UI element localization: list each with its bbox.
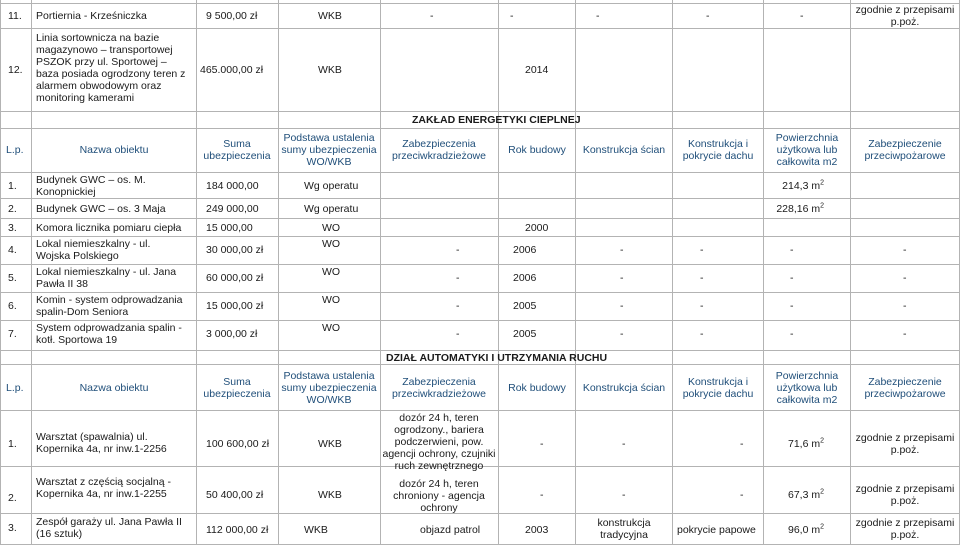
- year: 2006: [513, 244, 537, 256]
- roof: pokrycie papowe: [677, 524, 756, 536]
- theft: -: [456, 300, 460, 312]
- object-name: Linia sortownicza na bazie magazynowo – transportowej PSZOK przy ul. Sportowej – baza posiada ogrodzony teren z alarmem obwodowym oraz monitoring kamerami: [36, 32, 186, 104]
- year: -: [430, 10, 434, 22]
- year: 2006: [513, 272, 537, 284]
- insured-sum: 3 000,00 zł: [206, 328, 258, 340]
- lp: 3.: [8, 222, 17, 234]
- year: 2005: [513, 300, 537, 312]
- object-name: System odprowadzania spalin - kotł. Sportowa 19: [36, 322, 182, 346]
- insured-sum: 30 000,00 zł: [206, 244, 264, 256]
- basis: WO: [322, 322, 341, 334]
- area: 214,3 $m^2$: [782, 179, 824, 192]
- walls: konstrukcja tradycyjna: [597, 517, 651, 541]
- basis: Wg operatu: [304, 203, 359, 215]
- header-sum: Suma ubezpieczenia: [203, 376, 271, 400]
- dash-3: -: [790, 328, 794, 340]
- header-area: Powierzchnia użytkowa lub całkowita m2: [775, 132, 839, 168]
- theft: dozór 24 h, teren ogrodzony., bariera podczerwieni, pow. agencji ochrony, czujniki ruch zewnętrznego: [382, 412, 496, 472]
- dash-4: -: [903, 244, 907, 256]
- header-theft: Zabezpieczenia przeciwkradzieżowe: [392, 138, 486, 162]
- object-name: Zespół garaży ul. Jana Pawła II (16 sztuk): [36, 516, 182, 540]
- dash-2: -: [700, 300, 704, 312]
- dash-2: -: [596, 10, 600, 22]
- header-walls: Konstrukcja ścian: [582, 144, 666, 156]
- area: 228,16 $m^2$: [776, 202, 824, 215]
- basis: WO: [322, 238, 341, 250]
- year: -: [540, 489, 544, 501]
- year: 2000: [525, 222, 549, 234]
- theft: dozór 24 h, teren chroniony - agencja ochrony: [393, 478, 485, 514]
- insured-sum: 184 000,00: [206, 180, 259, 192]
- lp: 2.: [8, 492, 17, 504]
- fire-protection: zgodnie z przepisami p.poż.: [855, 432, 955, 456]
- dash-1: -: [620, 272, 624, 284]
- object-name: Lokal niemieszkalny - ul. Jana Pawła II 38: [36, 266, 177, 290]
- header-theft: Zabezpieczenia przeciwkradzieżowe: [392, 376, 486, 400]
- dash-1: -: [620, 328, 624, 340]
- header-roof: Konstrukcja i pokrycie dachu: [682, 376, 754, 400]
- walls: -: [622, 438, 626, 450]
- dash-2: -: [700, 244, 704, 256]
- theft: -: [456, 328, 460, 340]
- dash-2: -: [700, 272, 704, 284]
- area: 71,6 $m^2$: [787, 437, 824, 450]
- insured-sum: 15 000,00 zł: [206, 300, 264, 312]
- header-fire: Zabezpieczenie przeciwpożarowe: [864, 138, 946, 162]
- basis: WO: [322, 294, 341, 306]
- header-name: Nazwa obiektu: [79, 382, 149, 394]
- year: 2005: [513, 328, 537, 340]
- object-name: Komora licznika pomiaru ciepła: [36, 222, 182, 234]
- header-area: Powierzchnia użytkowa lub całkowita m2: [775, 370, 839, 406]
- basis: WKB: [304, 524, 328, 536]
- section-title: ZAKŁAD ENERGETYKI CIEPLNEJ: [412, 114, 581, 126]
- year: 2003: [525, 524, 549, 536]
- theft: objazd patrol: [420, 524, 481, 536]
- header-sum: Suma ubezpieczenia: [203, 138, 271, 162]
- dash-1: -: [510, 10, 514, 22]
- header-lp: L.p.: [6, 382, 24, 394]
- lp: 3.: [8, 522, 17, 534]
- dash-1: -: [620, 300, 624, 312]
- area: 67,3 $m^2$: [787, 488, 824, 501]
- walls: -: [622, 489, 626, 501]
- fire-protection: zgodnie z przepisami p.poż.: [855, 483, 955, 507]
- header-year: Rok budowy: [508, 382, 566, 394]
- dash-2: -: [700, 328, 704, 340]
- insured-sum: 50 400,00 zł: [206, 489, 264, 501]
- lp: 1.: [8, 438, 17, 450]
- year: 2014: [525, 64, 549, 76]
- header-roof: Konstrukcja i pokrycie dachu: [682, 138, 754, 162]
- lp: 7.: [8, 328, 17, 340]
- insured-sum: 9 500,00 zł: [206, 10, 258, 22]
- fire-protection: zgodnie z przepisami p.poż.: [855, 4, 955, 28]
- lp: 6.: [8, 300, 17, 312]
- roof: -: [740, 489, 744, 501]
- dash-4: -: [800, 10, 804, 22]
- lp: 2.: [8, 203, 17, 215]
- dash-4: -: [903, 328, 907, 340]
- theft: -: [456, 272, 460, 284]
- insured-sum: 249 000,00: [206, 203, 259, 215]
- object-name: Komin - system odprowadzania spalin-Dom Seniora: [36, 294, 183, 318]
- lp: 1.: [8, 180, 17, 192]
- object-name: Budynek GWC – os. M. Konopnickiej: [36, 174, 146, 198]
- header-basis: Podstawa ustalenia sumy ubezpieczenia WO/WKB: [281, 370, 377, 406]
- lp-12: 12.: [8, 64, 23, 76]
- basis: Wg operatu: [304, 180, 359, 192]
- basis: WKB: [318, 489, 342, 501]
- basis: WKB: [318, 64, 342, 76]
- lp: 5.: [8, 272, 17, 284]
- roof: -: [740, 438, 744, 450]
- header-fire: Zabezpieczenie przeciwpożarowe: [864, 376, 946, 400]
- fire-protection: zgodnie z przepisami p.poż.: [855, 517, 955, 541]
- area: 96,0 $m^2$: [787, 523, 824, 536]
- theft: -: [456, 244, 460, 256]
- section-title: DZIAŁ AUTOMATYKI I UTRZYMANIA RUCHU: [386, 352, 608, 364]
- object-name: Portiernia - Krześniczka: [36, 10, 147, 22]
- basis: WO: [322, 222, 341, 234]
- header-basis: Podstawa ustalenia sumy ubezpieczenia WO/WKB: [281, 132, 377, 168]
- basis: WO: [322, 266, 341, 278]
- dash-3: -: [790, 272, 794, 284]
- dash-3: -: [706, 10, 710, 22]
- lp-11: 11.: [8, 10, 22, 22]
- header-year: Rok budowy: [508, 144, 566, 156]
- dash-1: -: [620, 244, 624, 256]
- insured-sum: 15 000,00: [206, 222, 253, 234]
- header-name: Nazwa obiektu: [79, 144, 149, 156]
- year: -: [540, 438, 544, 450]
- insured-sum: 100 600,00 zł: [206, 438, 270, 450]
- basis: WKB: [318, 438, 342, 450]
- insured-sum: 60 000,00 zł: [206, 272, 264, 284]
- object-name: Warsztat z częścią socjalną - Kopernika 4a, nr inw.1-2255: [36, 476, 171, 500]
- dash-3: -: [790, 300, 794, 312]
- dash-3: -: [790, 244, 794, 256]
- object-name: Budynek GWC – os. 3 Maja: [36, 203, 166, 215]
- basis: WKB: [318, 10, 342, 22]
- header-lp: L.p.: [6, 144, 24, 156]
- dash-4: -: [903, 272, 907, 284]
- insured-sum: 465.000,00 zł: [200, 64, 264, 76]
- header-walls: Konstrukcja ścian: [582, 382, 666, 394]
- insured-sum: 112 000,00 zł: [206, 524, 269, 536]
- dash-4: -: [903, 300, 907, 312]
- object-name: Lokal niemieszkalny - ul. Wojska Polskiego: [36, 238, 151, 262]
- object-name: Warsztat (spawalnia) ul. Kopernika 4a, nr inw.1-2256: [36, 431, 167, 455]
- lp: 4.: [8, 244, 17, 256]
